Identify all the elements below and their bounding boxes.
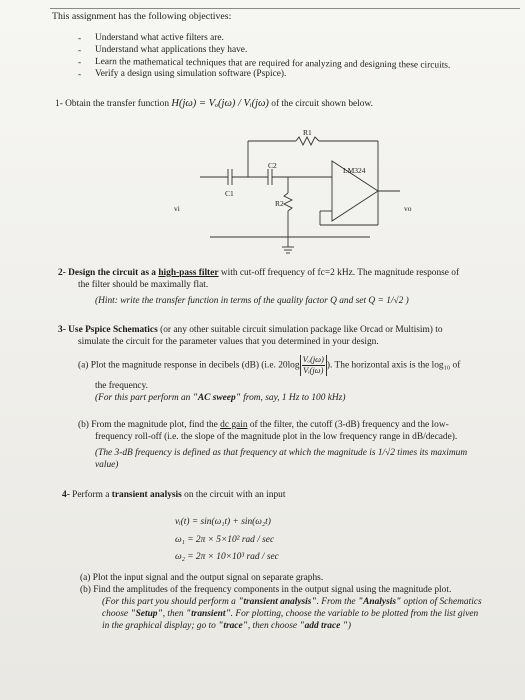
q4b-note3: in the graphical display; go to "trace", then choose "add trace ") xyxy=(102,621,351,631)
q4b: (b) Find the amplitudes of the frequency components in the output signal using the magnitude plot. xyxy=(80,585,452,595)
q3-lead: (or any other suitable circuit simulation package like Orcad or Multisim) to xyxy=(160,325,443,335)
q2-line2: the filter should be maximally flat. xyxy=(78,280,209,290)
q3a-note: (For this part perform an "AC sweep" from, say, 1 Hz to 100 kHz) xyxy=(95,393,346,403)
q2-link[interactable]: high-pass filter xyxy=(158,268,219,278)
q4-bold: transient analysis xyxy=(111,490,182,500)
objective-1: Understand what active filters are. xyxy=(95,33,224,43)
q3a-line2: the frequency. xyxy=(95,381,149,391)
q3-number: 3- xyxy=(58,325,66,335)
q3b-note2: value) xyxy=(95,460,119,470)
vo-label: vo xyxy=(404,204,412,213)
q2-mid: with cut-off frequency of xyxy=(220,268,316,278)
q2-hint: (Hint: write the transfer function in terms of the quality factor Q and set Q = 1/√2 ) xyxy=(95,296,409,306)
q4-number: 4- xyxy=(62,490,70,500)
q2-number: 2- xyxy=(58,268,66,278)
objective-bullet: - xyxy=(78,46,82,56)
q3-line2: simulate the circuit for the parameter values that you determined in your design. xyxy=(78,337,379,347)
objective-4: Verify a design using simulation software (Pspice). xyxy=(95,69,287,79)
q4-eq1: vᵢ(t) = sin(ω₁t) + sin(ω₂t) xyxy=(175,517,271,527)
q2-line1 xyxy=(58,268,459,279)
circuit-diagram xyxy=(170,125,440,265)
r2-resistor xyxy=(284,193,292,211)
objective-bullet: - xyxy=(78,70,82,80)
q4-eq3: ω₂ = 2π × 10×10³ rad / sec xyxy=(175,552,279,562)
q3a-lead: (a) Plot the magnitude response in decibels (dB) (i.e. 20log xyxy=(78,360,300,371)
q1-tail: of the circuit shown below. xyxy=(271,99,373,109)
intro-text: This assignment has the following objectives: xyxy=(52,11,232,22)
objective-3: Learn the mathematical techniques that are required for analyzing and designing these circuits. xyxy=(94,57,451,71)
c1-label: C1 xyxy=(225,189,234,198)
q3-bold: Use Pspice Schematics xyxy=(68,325,158,335)
r2-label: R2 xyxy=(275,199,284,208)
q3b-line2: frequency roll-off (i.e. the slope of the magnitude plot in the low frequency range in dB/decade). xyxy=(95,432,458,442)
q4a: (a) Plot the input signal and the output signal on separate graphs. xyxy=(80,573,324,583)
q3a-tail: ). The horizontal axis is the log₁₀ of xyxy=(326,360,461,371)
vi-label: vi xyxy=(174,204,180,213)
q3b-link[interactable]: dc gain xyxy=(220,420,248,430)
header-rule xyxy=(50,8,520,9)
q3a-fraction xyxy=(302,355,325,376)
objective-bullet: - xyxy=(78,58,82,68)
q1-formula: H(jω) = Vₒ(jω) / Vᵢ(jω) xyxy=(171,98,269,109)
q2-tail: The magnitude response of xyxy=(357,268,460,278)
q3b-line1: (b) From the magnitude plot, find the dc gain of the filter, the cutoff (3-dB) frequency and the low- xyxy=(78,420,449,430)
opamp-label: LM324 xyxy=(343,166,366,175)
c2-label: C2 xyxy=(268,161,277,170)
q4b-note1: (For this part you should perform a "transient analysis". From the "Analysis" option of Schematics xyxy=(102,597,482,607)
q3a-numerator: Vₒ(jω) xyxy=(302,355,324,364)
objective-2: Understand what applications they have. xyxy=(95,45,248,55)
objective-bullet: - xyxy=(78,34,82,44)
q4b-note2: choose "Setup", then "transient". For plotting, choose the variable to be plotted from the list given xyxy=(102,609,479,619)
q3a-denominator: Vᵢ(jω) xyxy=(303,366,324,375)
q4-eq2: ω₁ = 2π × 5×10² rad / sec xyxy=(175,535,275,545)
q3b-note1: (The 3-dB frequency is defined as that frequency at which the magnitude is 1/√2 times its maximum xyxy=(95,448,468,458)
q4-line1: 4- Perform a transient analysis on the circuit with an input xyxy=(62,490,286,500)
r1-resistor xyxy=(296,137,319,145)
q3-line1 xyxy=(58,325,443,336)
r1-label: R1 xyxy=(303,128,312,137)
q2-lead: Design the circuit as a xyxy=(68,268,156,278)
q3a-line1 xyxy=(78,355,460,376)
q1-lead: Obtain the transfer function xyxy=(65,99,170,109)
q2-fc: fc=2 kHz. xyxy=(317,268,356,278)
q1-number: 1- xyxy=(55,99,63,109)
q1-text xyxy=(55,98,373,110)
